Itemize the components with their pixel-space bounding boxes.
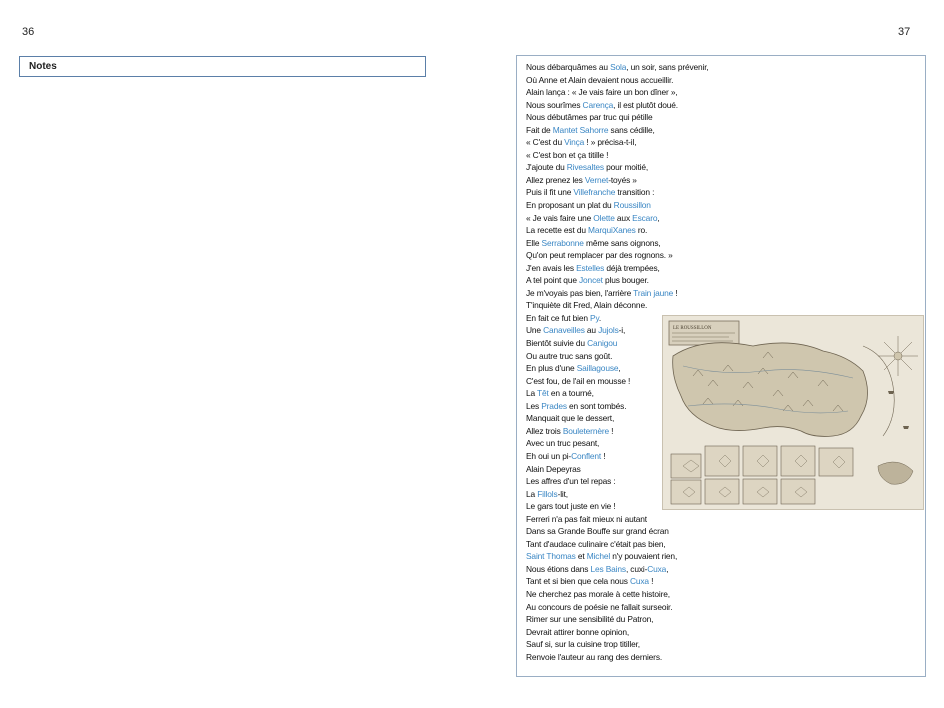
poem-text-segment: Les (526, 400, 542, 411)
poem-line (526, 299, 918, 312)
place-name: Bouleternère (562, 425, 609, 436)
poem-text-segment: Alain lança : « Je vais faire un bon dîner », (526, 87, 678, 98)
place-name: Sola (610, 62, 627, 72)
poem-text-segment: C'est fou, de l'ail en mousse ! (526, 375, 631, 386)
poem-text-segment: Allez prenez les (526, 174, 585, 185)
place-name: Les Bains (590, 563, 626, 574)
poem-text-segment: Au concours de poésie ne fallait surseoir. (526, 601, 673, 612)
poem-line (526, 186, 918, 199)
place-name: Estelles (576, 262, 605, 273)
poem-line (526, 212, 918, 225)
poem-text-segment: Les affres d'un tel repas : (526, 476, 616, 487)
poem-text-segment: pour moitié, (603, 162, 649, 173)
poem-line (526, 136, 918, 149)
poem-text-segment: Elle (526, 237, 542, 248)
poem-line (526, 651, 918, 664)
poem-line (526, 99, 918, 112)
poem-text-segment: La recette est du (526, 225, 589, 236)
poem-text-segment: plus bouger. (602, 275, 649, 286)
poem-line (526, 513, 918, 526)
place-name: MarquiXanes (588, 225, 636, 236)
poem-text-segment: -toyés » (608, 174, 637, 185)
poem-text-segment: ! (608, 425, 614, 436)
poem-line (526, 538, 918, 551)
poem-text-segment: Allez trois (526, 425, 563, 436)
poem-line (526, 224, 918, 237)
poem-text-segment: Puis il fit une (526, 187, 574, 198)
poem-text-segment: ro. (635, 225, 648, 236)
poem-text-segment: Nous sourîmes (526, 99, 583, 110)
place-name: Cuxa (647, 563, 667, 574)
antique-map-image (662, 315, 924, 510)
poem-line (526, 149, 918, 162)
poem-text-segment: J'ajoute du (526, 162, 567, 173)
poem-text-segment: T'inquiète dit Fred, Alain déconne. (526, 300, 648, 311)
poem-text-segment: En fait ce fut bien (526, 312, 591, 323)
page-number-right: 37 (898, 26, 911, 38)
place-name: Cuxa (629, 576, 649, 587)
place-name: Py (590, 312, 599, 323)
place-name: Vernet (584, 174, 609, 185)
place-name: Villefranche (573, 187, 616, 198)
poem-text-segment: Ferreri n'a pas fait mieux ni autant (526, 513, 647, 524)
place-name: Vinça (564, 137, 585, 148)
map-title: LE ROUSSILLON (673, 326, 712, 331)
poem-text-segment: Où Anne et Alain devaient nous accueillir. (526, 74, 674, 85)
poem-line (526, 563, 918, 576)
poem-line (526, 287, 918, 300)
poem-text-segment: sans cédille, (608, 124, 655, 135)
poem-text-segment: Fait de (526, 124, 553, 135)
poem-text-segment: Le gars tout juste en vie ! (526, 501, 616, 512)
poem-line (526, 199, 918, 212)
poem-line (526, 626, 918, 639)
poem-text-segment: Tant et si bien que cela nous (526, 576, 630, 587)
place-name: Prades (541, 400, 567, 411)
poem-text-segment: déjà trempées, (604, 262, 660, 273)
poem-text-segment: Nous débutâmes par truc qui pétille (526, 112, 653, 123)
place-name: Saillagouse (576, 363, 619, 374)
poem-text-segment: Une (526, 325, 544, 336)
poem-text-segment: Je m'voyais pas bien, l'arrière (526, 287, 634, 298)
poem-text-segment: , un soir, sans prévenir, (626, 62, 709, 72)
poem-text-segment: En proposant un plat du (526, 200, 614, 211)
poem-text-segment: Renvoie l'auteur au rang des derniers. (526, 651, 663, 662)
poem-text-segment: Manquait que le dessert, (526, 413, 615, 424)
poem-line (526, 174, 918, 187)
place-name: Canaveilles (543, 325, 585, 336)
poem-text-segment: en sont tombés. (566, 400, 627, 411)
poem-text-segment: Tant d'audace culinaire c'était pas bien, (526, 538, 666, 549)
place-name: Escaro (632, 212, 658, 223)
place-name: Mantet Sahorre (552, 124, 609, 135)
notes-label: Notes (29, 61, 57, 72)
place-name: Train jaune (633, 287, 674, 298)
poem-line (526, 588, 918, 601)
poem-line (526, 161, 918, 174)
place-name: Saint Thomas (526, 551, 576, 562)
poem-text-segment: en a tourné, (548, 388, 594, 399)
poem-text-segment: Sauf si, sur la cuisine trop titiller, (526, 639, 640, 650)
place-name: Conflent (571, 450, 602, 461)
poem-text-segment: n'y pouvaient rien, (610, 551, 678, 562)
poem-text-segment: , (618, 363, 621, 374)
poem-text-segment: A tel point que (526, 275, 580, 286)
poem-line (526, 613, 918, 626)
place-name: Jujols (598, 325, 619, 336)
poem-text-segment: ! (673, 287, 678, 298)
poem-text-segment: « C'est bon et ça titille ! (526, 149, 609, 160)
poem-text-segment: Nous débarquâmes au (526, 62, 611, 72)
poem-text-segment: Ou autre truc sans goût. (526, 350, 613, 361)
poem-line (526, 638, 918, 651)
poem-line (526, 601, 918, 614)
poem-text-segment: Nous étions dans (526, 563, 591, 574)
poem-text-segment: En plus d'une (526, 363, 577, 374)
poem-text-segment: J'en avais les (526, 262, 577, 273)
place-name: Fillols (537, 488, 558, 499)
poem-line (526, 86, 918, 99)
poem-line (526, 237, 918, 250)
poem-text-segment: et (575, 551, 587, 562)
poem-text-segment: Qu'on peut remplacer par des rognons. » (526, 250, 673, 261)
poem-line (526, 61, 918, 74)
poem-line (526, 525, 918, 538)
poem-text-segment: aux (614, 212, 633, 223)
poem-line (526, 74, 918, 87)
poem-line (526, 111, 918, 124)
poem-text-segment: au (584, 325, 599, 336)
poem-text-segment: . (598, 312, 602, 323)
place-name: Carença (582, 99, 614, 110)
poem-line (526, 550, 918, 563)
poem-text-segment: ! » précisa-t-il, (584, 137, 637, 148)
poem-line (526, 249, 918, 262)
poem-text-segment: , cuxi- (625, 563, 648, 574)
poem-text-segment: Eh oui un pi- (526, 450, 572, 461)
poem-text-segment: Devrait attirer bonne opinion, (526, 626, 630, 637)
poem-text-segment: La (526, 488, 538, 499)
poem-line (526, 124, 918, 137)
poem-text-segment: Rimer sur une sensibilité du Patron, (526, 614, 654, 625)
page-number-left: 36 (22, 26, 35, 38)
place-name: Rivesaltes (566, 162, 604, 173)
poem-text-segment: même sans oignons, (583, 237, 661, 248)
poem-text-segment: , (666, 563, 669, 574)
poem-text-segment: -i, (618, 325, 626, 336)
poem-text-segment: transition : (615, 187, 655, 198)
poem-text-segment: La (526, 388, 538, 399)
place-name: Têt (537, 388, 549, 399)
poem-text-segment: Dans sa Grande Bouffe sur grand écran (526, 526, 669, 537)
poem-line (526, 274, 918, 287)
poem-text-segment: -lit, (557, 488, 568, 499)
poem-text-segment: , (657, 212, 660, 223)
poem-text-segment: « C'est du (526, 137, 565, 148)
place-name: Serrabonne (541, 237, 584, 248)
poem-text-segment: « Je vais faire une (526, 212, 594, 223)
place-name: Joncet (579, 275, 603, 286)
place-name: Canigou (587, 338, 618, 349)
place-name: Olette (593, 212, 615, 223)
poem-text-segment: Alain Depeyras (526, 463, 581, 474)
place-name: Roussillon (613, 200, 651, 211)
poem-text-segment: Avec un truc pesant, (526, 438, 600, 449)
poem-text-segment: , il est plutôt doué. (613, 99, 678, 110)
poem-text-segment: Ne cherchez pas morale à cette histoire, (526, 588, 670, 599)
place-name: Michel (586, 551, 611, 562)
poem-text-segment: ! (648, 576, 654, 587)
poem-line (526, 575, 918, 588)
poem-text-segment: ! (601, 450, 606, 461)
notes-box (19, 56, 426, 77)
poem-text-segment: Bientôt suivie du (526, 338, 588, 349)
poem-line (526, 262, 918, 275)
